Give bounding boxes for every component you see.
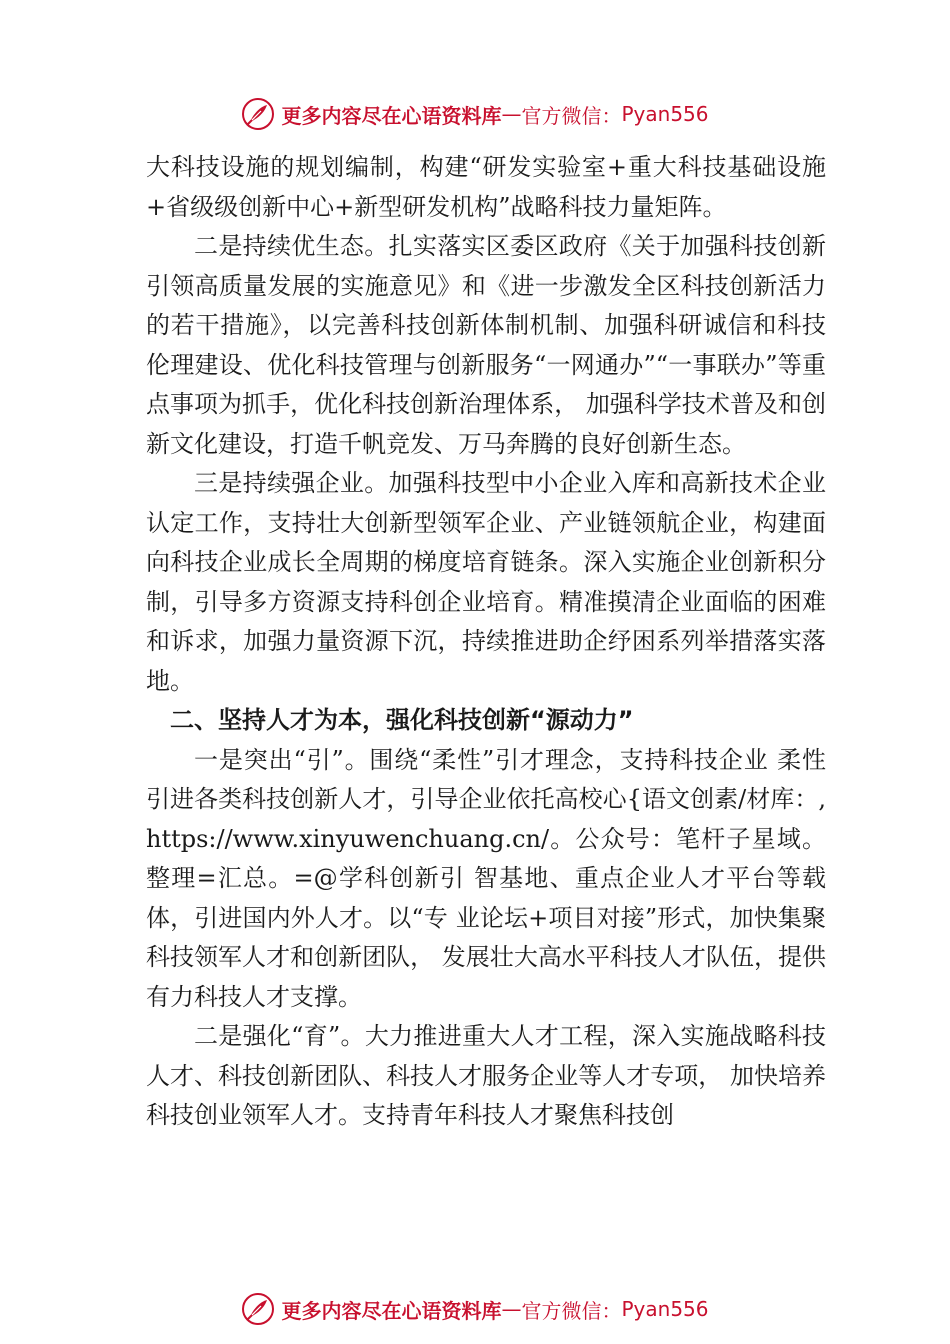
banner-dash: —: [501, 1297, 522, 1321]
banner-title: 更多内容尽在心语资料库: [281, 1298, 502, 1323]
banner-title: 更多内容尽在心语资料库: [281, 103, 502, 128]
paragraph-attract-talent: 一是突出“引”。围绕“柔性”引才理念，支持科技企业 柔性引进各类科技创新人才，引导企业依托高校心{语文创素/材库：,https://www.xinyuwenchuang.cn/。公众号：笔杆子星域。整理=汇总。=@学科创新引 智基地、重点企业人才平台等载体，引进国内外人才。以“专 业论坛+项目对接”形式，加快集聚科技领军人才和创新团队， 发展壮大高水平科技人才队伍，提供有力科技人才支撑。: [146, 745, 826, 1011]
banner-wechat-id: Pyan556: [621, 1297, 709, 1321]
paragraph-continuation: 大科技设施的规划编制，构建“研发实验室+重大科技基础设施+省级级创新中心+新型研发机构”战略科技力量矩阵。: [146, 153, 826, 221]
banner-wechat-id: Pyan556: [621, 102, 709, 126]
banner-subtitle: 官方微信：: [521, 103, 622, 128]
banner-subtitle: 官方微信：: [521, 1298, 622, 1323]
footer-banner: [0, 1289, 950, 1329]
paragraph-enterprise: 三是持续强企业。加强科技型中小企业入库和高新技术企业认定工作，支持壮大创新型领军企业、产业链领航企业，构建面向科技企业成长全周期的梯度培育链条。深入实施企业创新积分制，引导多方资源支持科创企业培育。精准摸清企业面临的困难和诉求，加强力量资源下沉，持续推进助企纾困系列举措落实落地。: [146, 469, 826, 695]
feather-pen-circle-icon: [241, 1292, 275, 1326]
header-banner: [0, 94, 950, 134]
section-heading: 二、坚持人才为本，强化科技创新“源动力”: [170, 706, 634, 734]
paragraph-cultivate-talent: 二是强化“育”。大力推进重大人才工程，深入实施战略科技人才、科技创新团队、科技人才服务企业等人才专项， 加快培养科技创业领军人才。支持青年科技人才聚焦科技创: [146, 1022, 826, 1129]
feather-pen-circle-icon: [241, 97, 275, 131]
document-body: [146, 148, 826, 1136]
paragraph-ecosystem: 二是持续优生态。扎实落实区委区政府《关于加强科技创新引领高质量发展的实施意见》和《进一步激发全区科技创新活力的若干措施》，以完善科技创新体制机制、加强科研诚信和科技伦理建设、优化科技管理与创新服务“一网通办”“一事联办”等重点事项为抓手，优化科技创新治理体系， 加强科学技术普及和创新文化建设，打造千帆竞发、万马奔腾的良好创新生态。: [146, 232, 826, 458]
banner-dash: —: [501, 102, 522, 126]
